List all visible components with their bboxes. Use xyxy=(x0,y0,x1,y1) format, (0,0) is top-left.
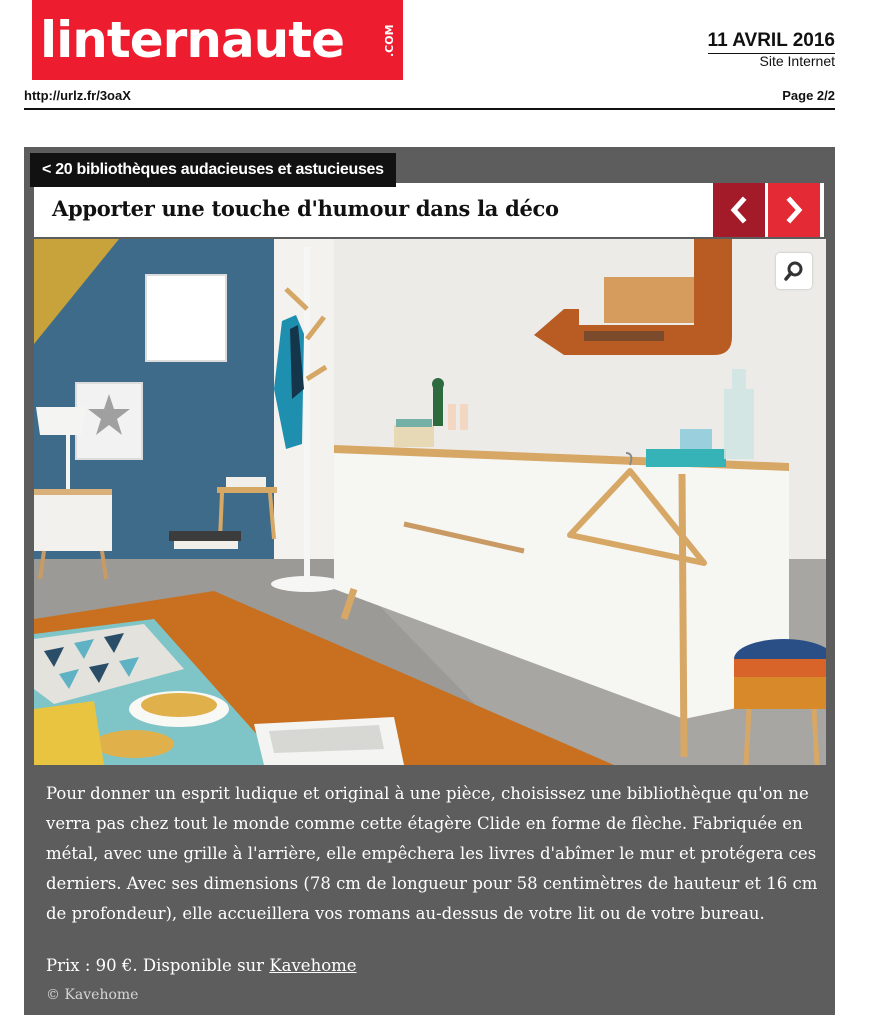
magnifier-icon xyxy=(776,253,812,289)
back-to-gallery-link[interactable]: < 20 bibliothèques audacieuses et astucieuses xyxy=(30,153,396,187)
site-logo[interactable] xyxy=(32,0,403,80)
retailer-link[interactable]: Kavehome xyxy=(269,956,357,975)
slide-title-bar xyxy=(34,183,824,237)
caption-text: Pour donner un esprit ludique et original à une pièce, choisissez une bibliothèque qu'on ne verra pas chez tout le monde comme cette étagère Clide en forme de flèche. Fabriquée en métal, avec une grille à l'arrière, elle empêchera les livres d'abîmer le mur et protégera ces derniers. Avec ses dimensions (78 cm de longueur pour 58 centimètres de hauteur et 16 cm de profondeur), elle accueillera vos romans au-dessus de votre lit ou de votre bureau. xyxy=(46,784,818,923)
chevron-left-icon xyxy=(713,183,765,237)
price-line xyxy=(46,956,357,975)
slide-caption xyxy=(46,779,826,929)
slide-photo[interactable] xyxy=(34,239,826,765)
chevron-right-icon xyxy=(768,183,820,237)
room-illustration xyxy=(34,239,826,765)
header-divider xyxy=(24,108,835,110)
photo-credit: © Kavehome xyxy=(46,987,139,1003)
previous-slide-button[interactable] xyxy=(713,183,765,237)
source-type: Site Internet xyxy=(759,53,835,69)
slide-title: Apporter une touche d'humour dans la déco xyxy=(52,196,559,221)
price-text: Prix : 90 €. Disponible sur xyxy=(46,956,270,975)
page-number: Page 2/2 xyxy=(782,88,835,103)
zoom-button[interactable] xyxy=(776,253,812,289)
next-slide-button[interactable] xyxy=(768,183,820,237)
gallery-card xyxy=(24,147,835,1015)
publication-date: 11 AVRIL 2016 xyxy=(708,30,835,54)
logo-suffix: .COM xyxy=(383,24,396,58)
logo-wordmark: linternaute xyxy=(40,11,345,69)
source-url[interactable]: http://urlz.fr/3oaX xyxy=(24,88,131,103)
